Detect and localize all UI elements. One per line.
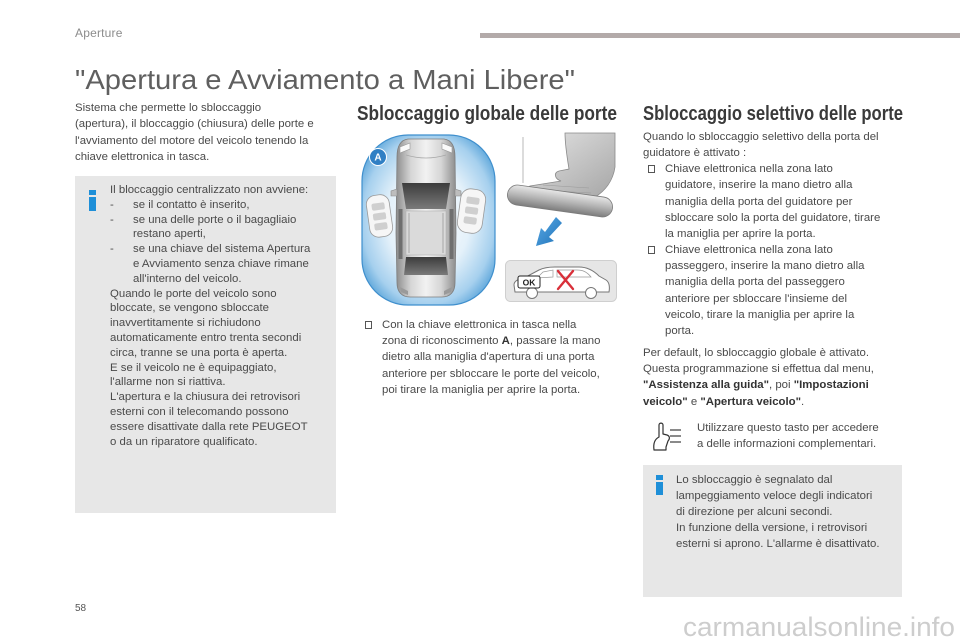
line-text: esterni con il telecomando possono bbox=[110, 405, 289, 418]
line-text: maniglia della porta del passeggero bbox=[665, 276, 845, 289]
text-line bbox=[643, 242, 911, 258]
text-line bbox=[110, 198, 332, 213]
line-text: (apertura), il bloccaggio (chiusura) delle porte e bbox=[75, 118, 314, 131]
page-title-wrapper bbox=[70, 58, 590, 100]
car-wheel-rear bbox=[586, 288, 597, 299]
menu-lines bbox=[670, 430, 681, 442]
text-line bbox=[643, 145, 911, 161]
text-line bbox=[676, 520, 902, 536]
watermark: carmanualsonline.info bbox=[683, 612, 955, 640]
text-line bbox=[676, 472, 902, 488]
bullet-icon bbox=[648, 246, 655, 254]
text-line bbox=[110, 227, 332, 242]
default-settings-paragraph bbox=[643, 345, 911, 410]
text-line bbox=[643, 210, 911, 226]
page-number: 58 bbox=[75, 603, 87, 614]
hand bbox=[527, 133, 615, 197]
text-line bbox=[110, 213, 332, 228]
text-line bbox=[643, 258, 911, 274]
line-text: anteriore per sbloccare l'insieme del bbox=[665, 292, 847, 305]
line-text: guidatore è attivato : bbox=[643, 147, 747, 160]
info-icon-dot bbox=[656, 475, 663, 480]
bold-text: A bbox=[501, 335, 510, 348]
text-line bbox=[110, 435, 332, 450]
header-bar bbox=[480, 33, 960, 38]
text-line bbox=[676, 536, 902, 552]
text-line bbox=[110, 361, 332, 376]
text-run: , passare la mano bbox=[509, 335, 601, 348]
line-text: circa, tranne se una porta è aperta. bbox=[110, 346, 288, 359]
page-title: "Apertura e Avviamento a Mani Libere" bbox=[75, 64, 575, 95]
text-line bbox=[362, 349, 624, 365]
line-text: sbloccare solo la porta del guidatore, tirare bbox=[665, 211, 881, 224]
text-line bbox=[643, 291, 911, 307]
text-line bbox=[110, 346, 332, 361]
line-text: chiave elettronica in tasca. bbox=[75, 150, 210, 163]
selective-unlock-instructions bbox=[643, 129, 911, 339]
line-text: Con la chiave elettronica in tasca nella bbox=[382, 319, 577, 331]
info-icon-bar bbox=[89, 197, 96, 211]
car-rear-window bbox=[404, 257, 448, 275]
line-text: E se il veicolo ne è equipaggiato, bbox=[110, 361, 277, 374]
line-text: restano aperti, bbox=[133, 228, 206, 241]
text-line bbox=[110, 242, 332, 257]
text-line bbox=[110, 375, 332, 390]
text-line bbox=[643, 377, 911, 393]
zone-label-badge bbox=[370, 149, 387, 166]
text-line bbox=[75, 100, 340, 116]
info-icon-bar bbox=[656, 482, 663, 495]
bullet-icon bbox=[648, 165, 655, 173]
text-line bbox=[676, 488, 902, 504]
line-text: Quando le porte del veicolo sono bbox=[110, 287, 277, 300]
text-line bbox=[643, 129, 911, 145]
dash-marker: - bbox=[110, 213, 114, 226]
line-text: essere disattivate dalla rete PEUGEOT bbox=[110, 420, 308, 433]
line-text: la maniglia per aprire la porta. bbox=[665, 227, 816, 240]
line-text: poi tirare la maniglia per aprire la porta. bbox=[382, 383, 581, 396]
line-text: e Avviamento senza chiave rimane bbox=[133, 257, 309, 270]
car-side-window-right bbox=[450, 209, 454, 259]
ok-key-badge bbox=[518, 276, 540, 288]
section-header: Aperture bbox=[75, 26, 123, 40]
line-text: guidatore, inserire la mano dietro alla bbox=[665, 179, 853, 192]
line-text: Chiave elettronica nella zona lato bbox=[665, 244, 833, 257]
intro-paragraph bbox=[75, 100, 340, 165]
info-box-right-text bbox=[676, 472, 902, 552]
text-run: e bbox=[687, 395, 701, 408]
note-text bbox=[697, 420, 907, 452]
text-line bbox=[75, 149, 340, 165]
selective-unlock-heading: Sbloccaggio selettivo delle porte bbox=[643, 103, 903, 125]
text-line bbox=[110, 183, 332, 198]
pull-arrow-icon bbox=[536, 217, 562, 246]
zone-label: A bbox=[374, 152, 382, 164]
line-text: In funzione della versione, i retrovisori bbox=[676, 522, 868, 534]
line-text: bloccate, se vengono sbloccate bbox=[110, 302, 269, 315]
car-status-illustration bbox=[505, 260, 617, 302]
bullet-icon bbox=[365, 321, 372, 329]
text-line bbox=[110, 301, 332, 316]
text-line bbox=[75, 133, 340, 149]
text-line bbox=[110, 257, 332, 272]
line-text: o da un riparatore qualificato. bbox=[110, 435, 258, 448]
text-line bbox=[643, 361, 911, 377]
info-icon-dot bbox=[89, 190, 96, 195]
bold-text: "Apertura veicolo" bbox=[700, 395, 802, 408]
bold-text: veicolo" bbox=[643, 395, 688, 408]
line-text: Per default, lo sbloccaggio globale è attivato. bbox=[643, 347, 870, 359]
text-line bbox=[362, 333, 624, 349]
bold-text: "Impostazioni bbox=[793, 379, 869, 392]
global-unlock-heading: Sbloccaggio globale delle porte bbox=[357, 103, 617, 125]
text-line bbox=[697, 436, 907, 452]
bold-text: "Assistenza alla guida" bbox=[643, 379, 770, 392]
text-line bbox=[643, 226, 911, 242]
line-text: se il contatto è inserito, bbox=[133, 198, 250, 211]
info-box-left-text bbox=[110, 183, 332, 449]
line-text: Chiave elettronica nella zona lato bbox=[665, 163, 833, 176]
line-text: se una chiave del sistema Apertura bbox=[133, 243, 311, 256]
text-line bbox=[110, 316, 332, 331]
line-text: di direzione per alcuni secondi. bbox=[676, 506, 833, 518]
line-text: Quando lo sbloccaggio selettivo della porta del bbox=[643, 131, 879, 143]
text-line bbox=[75, 116, 340, 132]
car-windshield bbox=[402, 183, 450, 209]
selective-unlock-heading-wrapper bbox=[641, 100, 913, 130]
line-text: l'avviamento del motore del veicolo tenendo la bbox=[75, 134, 309, 147]
watermark-wrapper bbox=[680, 608, 960, 640]
text-line bbox=[362, 366, 624, 382]
text-line bbox=[643, 194, 911, 210]
text-line bbox=[643, 274, 911, 290]
text-line bbox=[110, 287, 332, 302]
line-text: Questa programmazione si effettua dal menu, bbox=[643, 363, 874, 376]
global-unlock-instructions bbox=[362, 317, 624, 398]
text-run: zona di riconoscimento bbox=[382, 335, 502, 348]
text-line bbox=[110, 390, 332, 405]
text-line bbox=[110, 331, 332, 346]
line-text: dietro alla maniglia d'apertura di una porta bbox=[382, 351, 595, 364]
car-side-window-left bbox=[399, 209, 403, 259]
line-text: porta. bbox=[665, 324, 695, 337]
car-detection-zone-illustration bbox=[360, 133, 497, 307]
line-text: inavvertitamente si richiudono bbox=[110, 317, 261, 330]
text-line bbox=[110, 272, 332, 287]
line-text: all'interno del veicolo. bbox=[133, 272, 242, 285]
line-text: lampeggiamento veloce degli indicatori bbox=[676, 490, 873, 502]
line-text: esterni si aprono. L'allarme è disattivato. bbox=[676, 538, 880, 550]
line-text: maniglia della porta del guidatore per bbox=[665, 195, 853, 208]
dash-marker: - bbox=[110, 198, 114, 211]
text-line bbox=[643, 177, 911, 193]
line-text: anteriore per sbloccare le porte del veicolo, bbox=[382, 367, 600, 380]
text-line bbox=[643, 394, 911, 410]
text-line bbox=[643, 161, 911, 177]
line-text: automaticamente entro trenta secondi bbox=[110, 331, 302, 344]
global-unlock-heading-wrapper bbox=[355, 100, 625, 130]
dash-marker: - bbox=[110, 243, 114, 256]
line-text: L'apertura e la chiusura dei retrovisori bbox=[110, 391, 301, 404]
text-line bbox=[643, 345, 911, 361]
line-text: veicolo, tirare la maniglia per aprire la bbox=[665, 308, 855, 321]
car-top-view bbox=[391, 139, 461, 297]
text-line bbox=[697, 420, 907, 436]
text-line bbox=[643, 323, 911, 339]
line-text: Il bloccaggio centralizzato non avviene: bbox=[110, 184, 309, 196]
touch-menu-icon bbox=[650, 419, 684, 453]
text-line bbox=[643, 307, 911, 323]
line-text: a delle informazioni complementari. bbox=[697, 438, 877, 450]
door-handle-illustration bbox=[503, 133, 617, 253]
line-text: se una delle porte o il bagagliaio bbox=[133, 213, 297, 226]
ok-label: OK bbox=[522, 277, 536, 288]
text-line bbox=[110, 420, 332, 435]
text-run: , poi bbox=[769, 379, 794, 392]
text-line bbox=[362, 317, 624, 333]
line-text: Utilizzare questo tasto per accedere bbox=[697, 422, 879, 434]
pointing-hand bbox=[654, 423, 670, 450]
line-text: l'allarme non si riattiva. bbox=[110, 376, 226, 389]
text-line bbox=[362, 382, 624, 398]
car-roof bbox=[406, 211, 446, 255]
line-text: passeggero, inserire la mano dietro alla bbox=[665, 260, 865, 273]
line-text: Lo sbloccaggio è segnalato dal bbox=[676, 474, 833, 486]
text-run: . bbox=[801, 395, 805, 408]
text-line bbox=[676, 504, 902, 520]
text-line bbox=[110, 405, 332, 420]
line-text: Sistema che permette lo sbloccaggio bbox=[75, 102, 262, 114]
car-wheel-front bbox=[527, 288, 538, 299]
